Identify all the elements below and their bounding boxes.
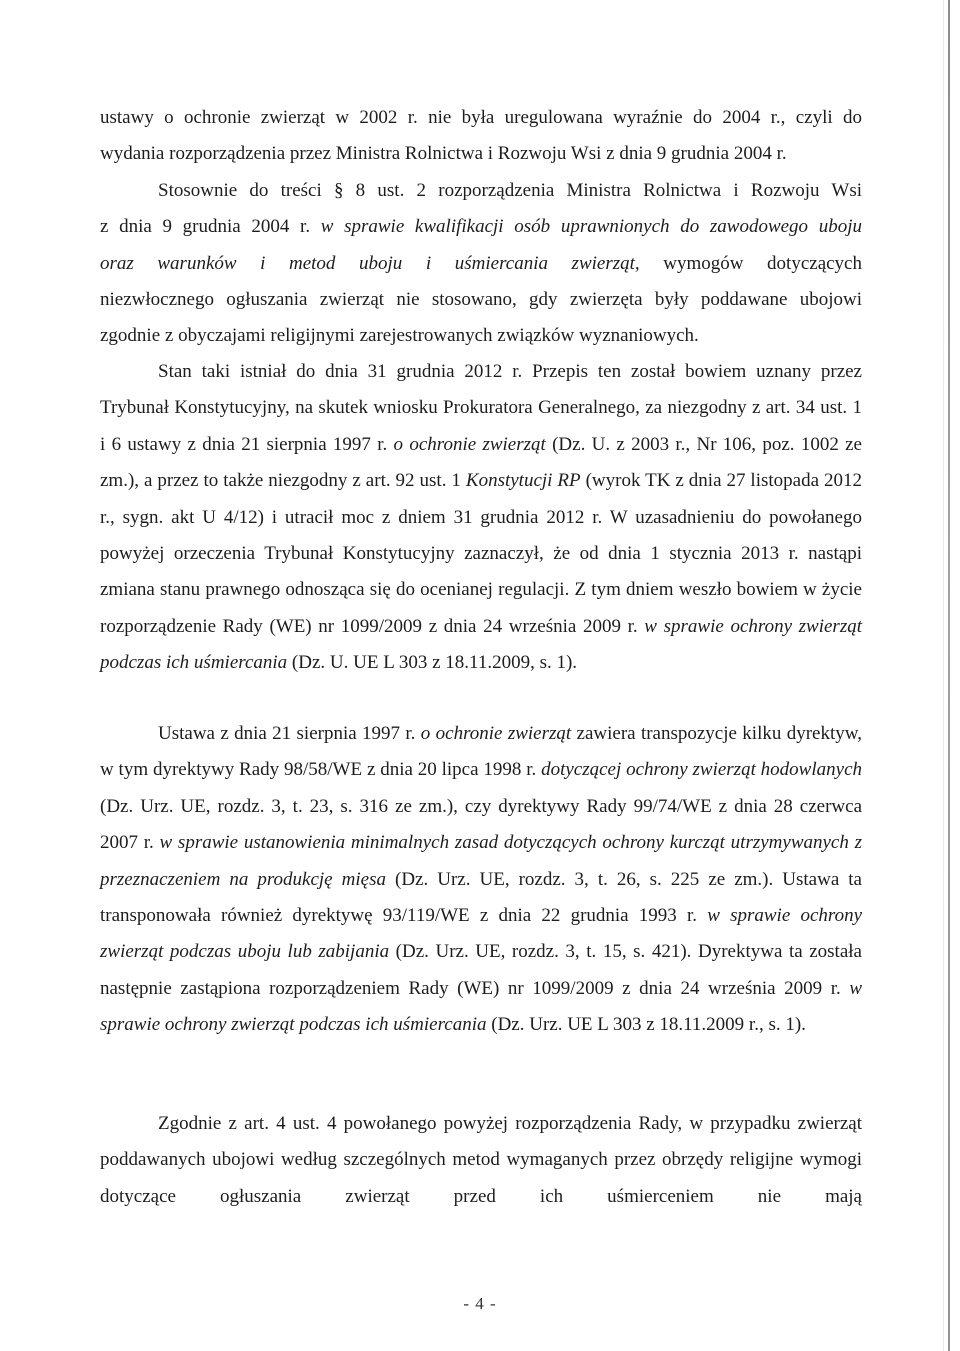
text-line-7: zgodnie z obyczajami religijnymi zarejestrowanych związków wyznaniowych. xyxy=(100,325,699,347)
paragraph-transposition-text xyxy=(100,716,862,1044)
text-line-3-c: 8 ust. 2 rozporządzenia Ministra Rolnictwa i Rozwoju Wsi xyxy=(343,179,862,201)
paragraph-article-4-text: Zgodnie z art. 4 ust. 4 powołanego powyżej rozporządzenia Rady, w przypadku zwierząt poddawanych ubojowi według szczególnych metod wymaganych przez obrzędy religijne wymogi dotyczące ogłuszania zwierząt przed ich uśmierceniem nie mają xyxy=(100,1113,862,1207)
regulation-title-italic-cont: oraz warunków i metod uboju i uśmiercania zwierząt, xyxy=(100,252,640,274)
paragraph-transposition xyxy=(100,716,862,1044)
p2-text-1: Stan taki istniał do dnia 31 grudnia 2012 r. Przepis ten został bowiem uznany przez Trybunał Konstytucyjny, na skutek wniosku Prokuratora Generalnego, za niezgodny z art. 34 ust. 1 i 6 ustawy z dnia 21 sierpnia 1997 r. xyxy=(100,361,862,455)
text-line-4-a: z dnia 9 grudnia 2004 r. xyxy=(100,216,321,238)
paragraph-intro xyxy=(100,100,862,355)
p3-text-4: (Dz. Urz. UE, rozdz. 3, t. 26, s. 225 ze zm.). Ustawa ta transponowała również dyrektywę 93/119/WE z dnia 22 grudnia 1993 r. xyxy=(100,868,862,927)
p2-text-2: (Dz. U. z 2003 r., Nr 106, poz. 1002 ze zm.), a przez to także niezgodny z art. 92 ust. 1 xyxy=(100,433,862,492)
p3-text-5: (Dz. Urz. UE, rozdz. 3, t. 15, s. 421). Dyrektywa ta została następnie zastąpiona rozporządzeniem Rady (WE) nr 1099/2009 z dnia 24 września 2009 r. xyxy=(100,941,862,999)
p3-text-2: zawiera transpozycje kilku dyrektyw, w tym dyrektywy Rady 98/58/WE z dnia 20 lipca 1998 r. xyxy=(100,723,862,781)
paragraph-article-4 xyxy=(100,1106,862,1215)
p3-text-1: Ustawa z dnia 21 sierpnia 1997 r. xyxy=(158,723,421,744)
p2-italic-3: w sprawie ochrony zwierząt podczas ich uśmiercania xyxy=(100,615,862,674)
text-line-1: ustawy o ochronie zwierząt w 2002 r. nie była uregulowana wyraźnie do 2004 r., czyli do xyxy=(100,107,862,128)
p3-italic-1: o ochronie zwierząt xyxy=(420,723,572,744)
text-line-2: wydania rozporządzenia przez Ministra Rolnictwa i Rozwoju Wsi z dnia 9 grudnia 2004 r. xyxy=(100,143,787,165)
p3-italic-2: dotyczącej ochrony zwierząt hodowlanych xyxy=(541,759,862,781)
p2-text-3: (wyrok TK z dnia 27 listopada 2012 r., sygn. akt U 4/12) i utracił moc z dniem 31 grudnia 2012 r. W uzasadnieniu do powołanego powyżej orzeczenia Trybunał Konstytucyjny zaznaczył, że od dnia 1 stycznia 2013 r. nastąpi zmiana stanu prawnego odnosząca się do ocenianej regulacji. Z tym dniem weszło bowiem w życie rozporządzenie Rady (WE) nr 1099/2009 z dnia 24 września 2009 r. xyxy=(100,470,862,637)
p2-italic-1: o ochronie zwierząt xyxy=(393,433,546,455)
p2-italic-2: Konstytucji RP xyxy=(465,470,581,492)
p3-italic-5: w sprawie ochrony zwierząt podczas ich uśmiercania xyxy=(100,977,862,1036)
page-number: - 4 - xyxy=(463,1294,497,1313)
p2-text-4: (Dz. U. UE L 303 z 18.11.2009, s. 1). xyxy=(287,652,578,674)
p3-text-3: (Dz. Urz. UE, rozdz. 3, t. 23, s. 316 ze zm.), czy dyrektywy Rady 99/74/WE z dnia 28 czerwca 2007 r. xyxy=(100,795,862,854)
p3-text-6: (Dz. Urz. UE L 303 z 18.11.2009 r., s. 1). xyxy=(486,1014,806,1036)
text-line-5 xyxy=(100,246,862,282)
scan-page-edge-faint xyxy=(943,0,944,1351)
paragraph-tribunal xyxy=(100,354,862,682)
regulation-title-italic: w sprawie kwalifikacji osób uprawnionych do zawodowego uboju xyxy=(320,216,862,238)
text-line-3 xyxy=(100,173,862,209)
text-line-5-b: wymogów dotyczących xyxy=(639,252,862,274)
text-line-4 xyxy=(100,209,862,245)
p3-italic-4: w sprawie ochrony zwierząt podczas uboju lub zabijania xyxy=(100,905,863,963)
text-line-3-a: Stosownie do treści xyxy=(158,179,334,201)
text-line-6: niezwłocznego ogłuszania zwierząt nie stosowano, gdy zwierzęta były poddawane ubojowi xyxy=(100,289,862,311)
paragraph-tribunal-text xyxy=(100,354,862,682)
section-sign: § xyxy=(333,179,344,201)
scan-page-edge xyxy=(948,0,950,1351)
p3-italic-3: w sprawie ustanowienia minimalnych zasad dotyczących ochrony kurcząt utrzymywanych z przeznaczeniem na produkcję mięsa xyxy=(100,832,863,890)
